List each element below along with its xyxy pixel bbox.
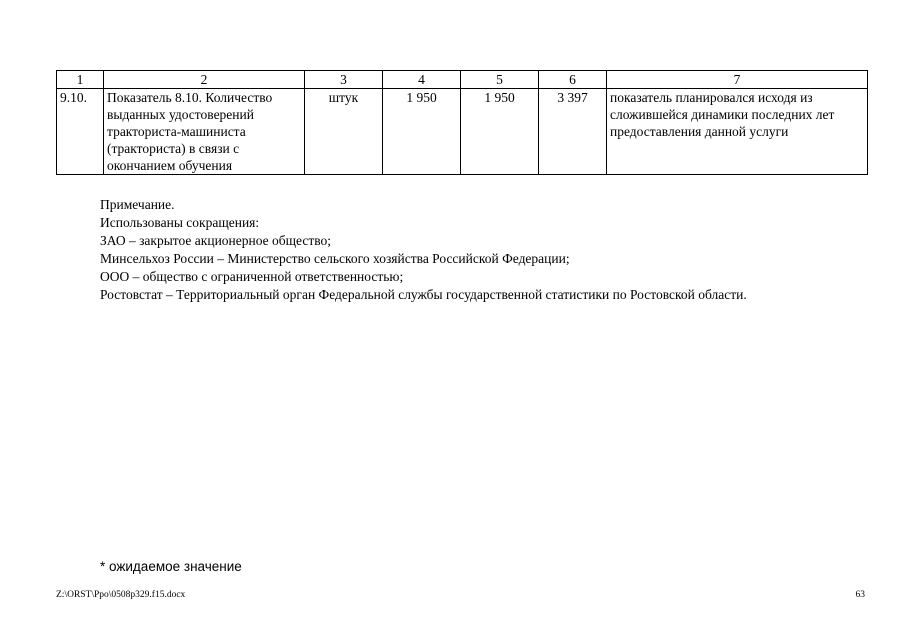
abbreviation-item: Ростовстат – Территориальный орган Федеральной службы государственной статистики по Ростовской области. (100, 287, 747, 302)
table-row (57, 89, 868, 175)
indicator-table (56, 70, 868, 175)
notes-section (100, 196, 747, 304)
notes-title: Примечание. (100, 197, 175, 212)
header-cell-1: 1 (57, 71, 104, 89)
header-cell-3: 3 (305, 71, 383, 89)
header-cell-5: 5 (461, 71, 539, 89)
comment-cell: показатель планировался исходя из сложившейся динамики последних лет предоставления данной услуги (607, 89, 868, 175)
row-number: 9.10. (57, 89, 104, 175)
notes-intro: Использованы сокращения: (100, 215, 260, 230)
page-number: 63 (855, 590, 865, 600)
unit-cell: штук (305, 89, 383, 175)
value-cell-4: 1 950 (383, 89, 461, 175)
indicator-name: Показатель 8.10. Количество выданных удостоверений тракториста-машиниста (тракториста) в связи с окончанием обучения (104, 89, 305, 175)
header-cell-2: 2 (104, 71, 305, 89)
header-cell-7: 7 (607, 71, 868, 89)
abbreviation-item: ООО – общество с ограниченной ответственностью; (100, 269, 404, 284)
table-header-row (57, 71, 868, 89)
abbreviation-item: ЗАО – закрытое акционерное общество; (100, 233, 332, 248)
file-path: Z:\ORST\Ppo\0508p329.f15.docx (56, 590, 186, 600)
footnote: * ожидаемое значение (100, 559, 242, 574)
value-cell-6: 3 397 (539, 89, 607, 175)
header-cell-4: 4 (383, 71, 461, 89)
abbreviation-item: Минсельхоз России – Министерство сельского хозяйства Российской Федерации; (100, 251, 570, 266)
value-cell-5: 1 950 (461, 89, 539, 175)
header-cell-6: 6 (539, 71, 607, 89)
